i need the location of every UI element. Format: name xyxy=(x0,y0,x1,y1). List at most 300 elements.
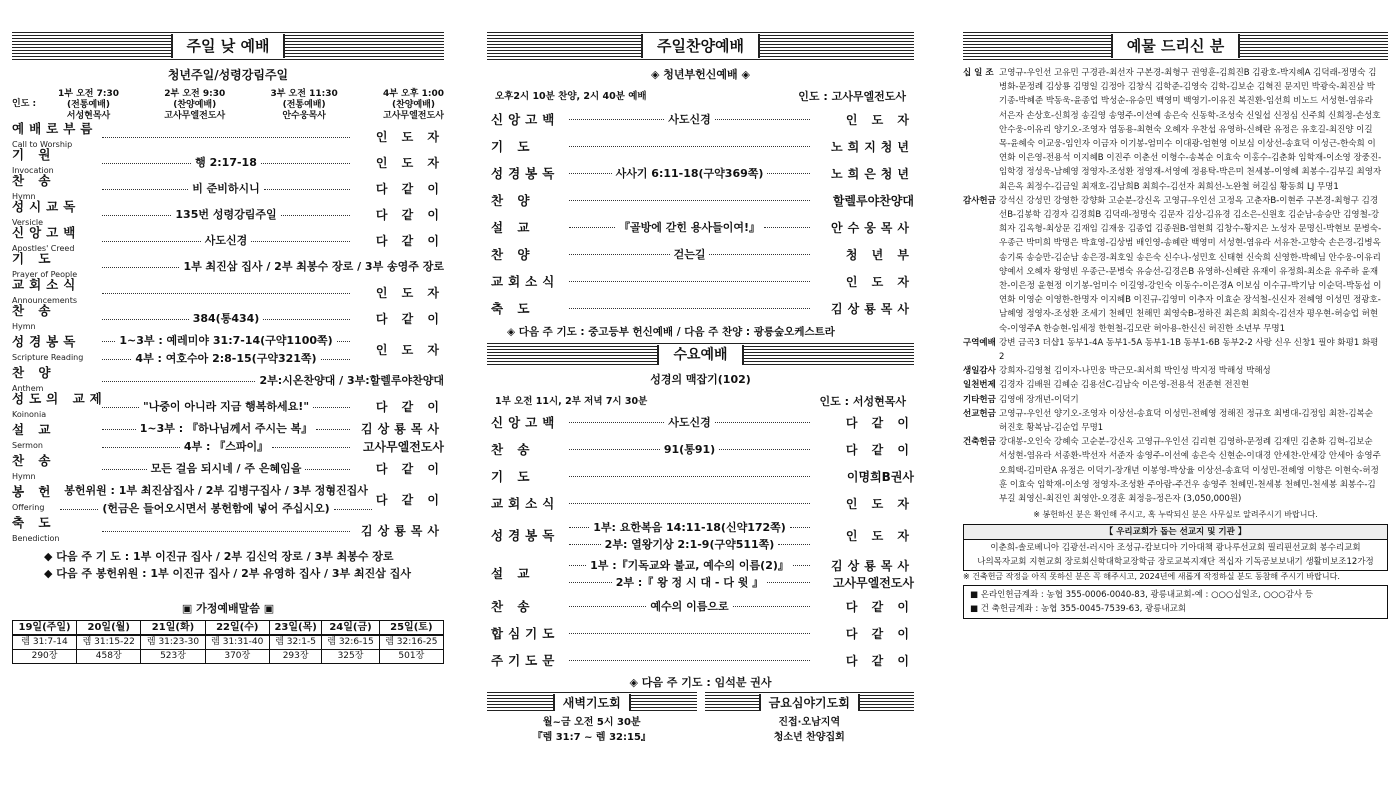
next-prayer: ◆ 다음 주 기 도 : 1부 이진규 집사 / 2부 김신억 장로 / 3부 최봉수 장로 xyxy=(44,550,394,563)
row-right: 인 도 자 xyxy=(375,343,444,357)
row-label-sub: Anthem xyxy=(12,384,44,393)
row-line xyxy=(98,422,444,436)
row-mid-2: 4부 : 『스파이』 xyxy=(183,440,269,453)
family-worship-table xyxy=(12,620,444,664)
service-row xyxy=(487,620,914,647)
dots xyxy=(709,254,810,255)
row-mid: 비 준비하시니 xyxy=(192,182,260,195)
dots xyxy=(337,341,350,342)
accounts-box xyxy=(963,585,1388,619)
dots xyxy=(102,341,115,342)
dots xyxy=(261,163,350,164)
wed-next: ◈ 다음 주 기도 : 임석분 권사 xyxy=(629,676,772,689)
row-label: 찬 양 xyxy=(491,246,535,262)
row-mid: 1~3부 : 예레미야 31:7-14(구약1100쪽) xyxy=(119,334,333,347)
family-hymn: 501장 xyxy=(379,650,443,664)
row-right: 고사무엘전도사 xyxy=(832,575,914,590)
row-label-sub: Koinonia xyxy=(12,410,47,419)
offering-category xyxy=(963,378,1388,392)
row-right: 다 같 이 xyxy=(375,312,445,326)
offering-note: ※ 봉헌하신 분은 확인해 주시고, 혹 누락되신 분은 사무실로 알려주시기 바랍니다. xyxy=(1033,510,1318,520)
row-label: 신앙고백 xyxy=(491,414,560,430)
leader-label: 인도 : xyxy=(12,99,37,109)
wed-theme: 성경의 맥잡기(102) xyxy=(650,373,751,386)
dots xyxy=(569,281,810,282)
row-mid: 1부 :『기독교와 불교, 예수의 이름(2)』 xyxy=(590,558,789,572)
offerings-column xyxy=(963,32,1388,619)
dots xyxy=(790,527,810,528)
praise-worship-column xyxy=(487,32,914,745)
row-mid: 2부:시온찬양대 / 3부:할렐루야찬양대 xyxy=(259,374,444,387)
row-label-sub: Hymn xyxy=(12,322,36,331)
service-row xyxy=(12,391,445,420)
family-day: 25일(토) xyxy=(379,621,443,636)
service-row xyxy=(12,147,445,176)
family-ref: 렘 31:31-40 xyxy=(205,635,269,650)
family-day: 21일(화) xyxy=(141,621,205,636)
family-ref: 렘 32:16-25 xyxy=(379,635,443,650)
row-label: 주기도문 xyxy=(491,652,560,668)
family-hymn: 290장 xyxy=(13,650,77,664)
row-right: 다 같 이 xyxy=(375,493,444,507)
row-right: 김상룡목사 xyxy=(831,558,914,573)
row-label: 성경봉독 xyxy=(491,528,560,543)
dots xyxy=(569,227,615,228)
row-right: 이명희B권사 xyxy=(846,469,914,484)
row-right: 노희은청년 xyxy=(831,166,914,181)
part-time: 2부 오전 9:30 xyxy=(164,89,226,99)
offering-category xyxy=(963,435,1388,506)
service-row xyxy=(487,214,914,241)
row-right: 다 같 이 xyxy=(375,400,445,414)
row-label: 기 도 xyxy=(491,468,535,484)
row-mid: 1부: 요한복음 14:11-18(신약172쪽) xyxy=(593,520,786,534)
row-label-text: 교회소식 xyxy=(12,277,81,292)
row-mid: 2부 :『 왕 정 시 대 - 다 윗 』 xyxy=(615,575,764,589)
row-right: 다 같 이 xyxy=(375,208,444,222)
row-mid: 『골방에 갇힌 용사들이여!』 xyxy=(619,220,760,234)
friday-prayer xyxy=(705,692,915,745)
row-mid: 사사기 6:11-18(구약369쪽) xyxy=(615,166,764,180)
row-right: 김상룡목사 xyxy=(361,524,444,538)
dots xyxy=(569,633,810,634)
row-mid-group xyxy=(565,521,814,552)
dots xyxy=(569,527,589,528)
category-names: 강희자-김영철 김이자-나민웅 박근모-최서희 박인성 박지정 박해성 박해성 xyxy=(999,366,1271,377)
mission-title: 【 우리교회가 돕는 선교지 및 기관 】 xyxy=(964,525,1387,540)
family-ref: 렘 32:6-15 xyxy=(322,635,379,650)
next-offering: ◆ 다음 주 봉헌위원 : 1부 이진규 집사 / 2부 유영하 집사 / 3부 최진삼 집사 xyxy=(44,567,411,580)
row-label: 찬 송 xyxy=(491,598,535,614)
part-kind: (전통예배) xyxy=(66,100,110,110)
wed-order xyxy=(487,409,914,674)
row-right: 안수웅목사 xyxy=(831,220,914,235)
row-right: 할렐루야찬양대 xyxy=(832,193,914,208)
row-label: 찬 송 xyxy=(491,441,535,457)
family-day: 23일(목) xyxy=(269,621,321,636)
dots xyxy=(102,241,201,242)
dots xyxy=(569,254,670,255)
row-label-text: 성경봉독 xyxy=(12,334,81,349)
row-mid: 봉헌위원 : 1부 최진삼집사 / 2부 김병구집사 / 3부 정형진집사 xyxy=(64,484,368,497)
service-row xyxy=(487,555,914,593)
row-mid-group xyxy=(56,484,376,516)
family-hymn: 458장 xyxy=(77,650,141,664)
row-mid: 걷는길 xyxy=(673,247,706,261)
dots xyxy=(569,173,612,174)
section-title: 주일찬양예배 xyxy=(641,34,760,58)
row-label-sub: Apostles' Creed xyxy=(12,244,75,253)
wed-header xyxy=(487,343,914,367)
row-label-text: 찬 송 xyxy=(12,173,56,188)
part-leader: 고사무엘전도사 xyxy=(164,111,226,121)
row-label-sub: Prayer of People xyxy=(12,270,78,279)
service-row xyxy=(487,409,914,436)
row-right: 다 같 이 xyxy=(845,653,914,668)
fri-text1: 진접·오남지역 xyxy=(778,717,841,728)
service-row xyxy=(487,160,914,187)
service-row xyxy=(12,225,445,254)
family-ref: 렘 32:1-5 xyxy=(269,635,321,650)
offering-category xyxy=(963,194,1388,336)
family-day: 24일(금) xyxy=(322,621,379,636)
row-right: 인 도 자 xyxy=(375,130,444,144)
row-label-sub: Versicle xyxy=(12,218,43,227)
category-name: 감사헌금 xyxy=(963,195,996,206)
wed-leader: 인도 : 서성현목사 xyxy=(819,395,906,408)
category-name: 일천번제 xyxy=(963,380,996,391)
row-label-text: 찬 송 xyxy=(12,303,56,318)
family-ref: 렘 31:15-22 xyxy=(77,635,141,650)
row-right-2: 고사무엘전도사 xyxy=(362,440,444,454)
row-label xyxy=(12,391,107,422)
row-mid: 사도신경 xyxy=(204,234,248,247)
row-label-text: 성시교독 xyxy=(12,199,81,214)
row-right: 다 같 이 xyxy=(375,234,445,248)
row-mid-2: (헌금은 들어오시면서 봉헌함에 넣어 주십시오) xyxy=(102,502,330,515)
row-label xyxy=(12,516,98,546)
family-hymn: 370장 xyxy=(205,650,269,664)
row-right: 노희지청년 xyxy=(831,139,914,154)
row-label-sub: Hymn xyxy=(12,472,36,481)
row-label: 축 도 xyxy=(491,300,535,316)
dots xyxy=(264,189,350,190)
dots xyxy=(251,241,350,242)
praise-next: ◈ 다음 주 기도 : 중고등부 헌신예배 / 다음 주 찬양 : 광릉숲오케스트라 xyxy=(507,326,835,338)
dots xyxy=(272,447,350,448)
row-right: 인 도 자 xyxy=(375,156,445,170)
row-right: 인 도 자 xyxy=(845,112,915,127)
category-name: 십 일 조 xyxy=(963,68,994,78)
fri-text2: 청소년 찬양집회 xyxy=(773,732,845,743)
mission-line-1: 이춘희-솔로베니아 김광선-러시아 조성규-캄보디아 기아대책 광나루선교회 필리핀선교회 봉수리교회 xyxy=(990,543,1361,554)
service-parts xyxy=(12,89,444,122)
row-line xyxy=(56,502,376,516)
service-row xyxy=(487,647,914,674)
row-right: 다 같 이 xyxy=(845,599,914,614)
section-header xyxy=(487,32,914,60)
dawn-text: 『렘 31:7 ~ 렘 32:15』 xyxy=(532,732,651,743)
service-row xyxy=(12,420,444,456)
row-mid: 2부: 열왕기상 2:1-9(구약511쪽) xyxy=(604,537,775,551)
row-right: 김상룡목사 xyxy=(831,301,914,316)
dots xyxy=(569,422,664,423)
dots xyxy=(733,606,810,607)
dots xyxy=(569,200,810,201)
dots xyxy=(569,146,810,147)
offering-category xyxy=(963,364,1388,378)
row-right: 인 도 자 xyxy=(375,286,444,300)
row-label-sub: Announcements xyxy=(12,296,78,305)
row-mid: "나중이 아니라 지금 행복하세요!" xyxy=(142,400,310,413)
row-label-text: 찬 송 xyxy=(12,453,56,468)
dots xyxy=(569,449,660,450)
service-row xyxy=(487,436,914,463)
dots xyxy=(569,660,810,661)
service-row xyxy=(12,515,444,544)
offering-list xyxy=(963,66,1388,506)
row-line xyxy=(98,334,354,348)
dawn-title: 새벽기도회 xyxy=(553,694,631,711)
row-label-sub: Offering xyxy=(12,503,45,512)
dots xyxy=(102,447,180,448)
sunday-worship-column xyxy=(12,32,444,664)
row-right: 청 년 부 xyxy=(845,247,915,262)
dots xyxy=(102,531,350,532)
dots xyxy=(102,293,350,294)
family-ref: 렘 31:23-30 xyxy=(141,635,205,650)
offering-category xyxy=(963,393,1388,407)
part-time: 3부 오전 11:30 xyxy=(270,89,338,99)
service-row xyxy=(487,517,914,555)
praise-time: 오후2시 10분 찬양, 2시 40분 예배 xyxy=(495,91,647,102)
dawn-prayer xyxy=(487,692,697,745)
family-day: 19일(주일) xyxy=(13,621,77,636)
dots xyxy=(715,422,810,423)
building-note: ※ 건축헌금 작정을 아직 못하신 분은 꼭 해주시고, 2024년에 새롭게 작정하실 분도 동참해 주시기 바랍니다. xyxy=(963,572,1340,582)
wed-title: 수요예배 xyxy=(657,345,743,365)
dots xyxy=(715,119,810,120)
row-label-text: 예배로부름 xyxy=(12,121,98,136)
row-label-sub: Hymn xyxy=(12,192,36,201)
row-right: 다 같 이 xyxy=(845,442,915,457)
dots xyxy=(102,267,179,268)
family-day: 22일(수) xyxy=(205,621,269,636)
section-header xyxy=(963,32,1388,60)
service-row xyxy=(12,332,444,368)
row-label-sub: Sermon xyxy=(12,441,43,450)
dots xyxy=(569,544,601,545)
next-week-info xyxy=(12,548,444,582)
row-right: 다 같 이 xyxy=(845,415,915,430)
dots xyxy=(102,189,188,190)
row-mid-group xyxy=(98,334,354,366)
row-label-text: 신앙고백 xyxy=(12,225,81,240)
row-label: 기 도 xyxy=(491,138,535,154)
row-label-text: 성도의 교제 xyxy=(12,391,107,406)
dots xyxy=(569,606,646,607)
building-account: ■ 건 축헌금계좌 : 농협 355-0045-7539-63, 광릉내교회 xyxy=(970,604,1187,615)
family-hymn: 523장 xyxy=(141,650,205,664)
service-row xyxy=(12,303,445,332)
dots xyxy=(793,565,810,566)
row-right: 다 같 이 xyxy=(375,182,444,196)
row-label-text: 봉 헌 xyxy=(12,484,56,499)
row-label: 찬 양 xyxy=(491,192,535,208)
service-part xyxy=(58,89,119,122)
service-part xyxy=(164,89,225,122)
dots xyxy=(569,119,664,120)
row-right: 김상룡목사 xyxy=(361,422,445,436)
parts-list xyxy=(58,89,444,122)
row-label: 신앙고백 xyxy=(491,111,560,127)
category-names: 김영애 장개년-이덕기 xyxy=(999,394,1079,405)
family-worship-title: ▣ 가정예배말씀 ▣ xyxy=(181,602,275,615)
dots xyxy=(316,429,350,430)
service-subtitle: 청년주일/성령강림주일 xyxy=(167,68,289,82)
category-name: 기타헌금 xyxy=(963,394,996,405)
dots xyxy=(569,308,810,309)
praise-order xyxy=(487,106,914,322)
row-label-sub: Scripture Reading xyxy=(12,353,84,362)
part-leader: 서성현목사 xyxy=(66,111,111,121)
row-label: 설 교 xyxy=(491,219,535,235)
praise-leader: 인도 : 고사무엘전도사 xyxy=(798,90,906,103)
row-mid: 사도신경 xyxy=(668,415,711,429)
category-name: 구역예배 xyxy=(963,337,996,348)
dots xyxy=(569,476,810,477)
service-row xyxy=(12,121,444,150)
service-row xyxy=(487,133,914,160)
row-label xyxy=(12,454,98,484)
row-label-text: 찬 양 xyxy=(12,365,56,380)
fri-title: 금요심야기도회 xyxy=(759,694,860,711)
row-label-text: 설 교 xyxy=(12,422,56,437)
dots xyxy=(102,359,131,360)
row-mid: 1부 최진삼 집사 / 2부 최봉수 장로 / 3부 송영주 장로 xyxy=(183,260,444,273)
row-line xyxy=(98,440,444,454)
row-line xyxy=(565,559,914,573)
row-label xyxy=(12,423,98,453)
mission-line-2: 나의목자교회 지현교회 장로회신학대학교장학금 장로교복지재단 적십자 기독공보보내기 생활비보조12가정 xyxy=(977,557,1374,568)
dots xyxy=(569,503,810,504)
service-row xyxy=(12,482,444,518)
prayer-meetings xyxy=(487,692,914,745)
row-label xyxy=(12,335,98,365)
row-mid-group xyxy=(98,422,444,454)
service-row xyxy=(487,463,914,490)
service-part xyxy=(270,89,337,122)
section-title: 예물 드리신 분 xyxy=(1111,34,1240,58)
row-label: 합심기도 xyxy=(491,625,560,641)
service-row xyxy=(487,241,914,268)
row-label xyxy=(12,304,98,334)
row-label: 교회소식 xyxy=(491,495,560,511)
dots xyxy=(305,469,350,470)
category-names: 강대봉-오인숙 강혜숙 고순분-강신옥 고영규-우인선 김리현 김영하-문정례 김재민 김춘화 김혁-김보순 서성현-염유라 서종환-박선자 서준자 송영주-이선예 송은숙 신현순-이대경 안세찬-안세강 안세아 송영주 오희택-김미란A 유정은 이덕기-장개년 이봉영-박상율 이상선-송효덕 이성민-전혜영 이향은 이현숙-허정훈 이효숙 임학재-이소영 정영자-조성환 주아람-주건우 송영주 천혜민-천세봉 천혜민-천세봉 최봉수-김부길 최영신-최진인 최영안-오경훈 최정응-정은자 (3,050,000원) xyxy=(999,437,1381,505)
service-row xyxy=(487,593,914,620)
row-line xyxy=(565,576,914,590)
service-row xyxy=(487,268,914,295)
category-name: 선교헌금 xyxy=(963,408,996,419)
part-leader: 안수웅목사 xyxy=(282,111,326,121)
dots xyxy=(102,163,191,164)
category-names: 강석신 강성민 강영한 강향화 고순분-강신옥 고영규-우인선 고정옥 고춘자B-이현주 구본경-최형구 김경선B-김봉학 김경자 김경희B 김덕래-정명숙 김문자 김상-김유경 김소은-신원호 김순남-송승만 김영철-강희자 김옥형-최상문 김재임 김재웅 김종업 김종원B-염현희 김창수-황지은 노성자 문명신-박현보 문병숙-우종근 박미희 박명은 박효영-김상범 배인영-송혜란 백영미 서성현-염유라 서유찬-고향숙 손은경-김병옥 송기록 송승만-김순남 송은경-최호일 송은숙 신수나-성민호 신태현 신숙희 신영한-박혜님 안수웅-이유리 양예서 오혜자 왕영빈 우종근-문병숙 유승선-김경은B 유영하-신혜란 유재이 유정희-최소윤 유주하 윤재찬-이은정 윤현정 이기봉-엄미수 이길영-강인숙 이동수-이은경A 이보심 이수규-박기남 이순덕-박동섭 이연화 이영순 이영한-한명자 이지혜B 이진규-김영미 이추자 이효순 장석철-신신자 전혜영 이성민 정광호-남혜영 정영자-조성환 조세기 천혜민 천해민 최영숙B-정하진 최은희 최희숙-김선자 평우현-허승업 허현숙-이영주A 한승현-임세정 한현철-김모란 허아용-한신신 허진한 소년부 무명1 xyxy=(999,195,1382,334)
offering-category xyxy=(963,407,1388,435)
dots xyxy=(569,565,586,566)
dots xyxy=(102,381,255,382)
service-row xyxy=(487,106,914,133)
dots xyxy=(321,359,350,360)
row-mid: 행 2:17-18 xyxy=(195,156,257,169)
offering-category xyxy=(963,336,1388,364)
row-label-text: 기 원 xyxy=(12,147,56,162)
dots xyxy=(719,449,810,450)
category-names: 김경자 김배원 김혜순 김용선C-김남숙 이은영-전용석 전준현 전진현 xyxy=(999,380,1249,391)
praise-meta xyxy=(487,88,914,104)
row-mid: 91(통91) xyxy=(663,442,716,456)
row-label: 성경봉독 xyxy=(491,165,560,181)
dots xyxy=(102,429,136,430)
row-label: 설 교 xyxy=(491,566,535,581)
row-label-sub: Call to Worship xyxy=(12,140,73,149)
service-part xyxy=(383,89,444,122)
dots xyxy=(263,319,350,320)
dots xyxy=(767,582,810,583)
service-row xyxy=(12,453,444,482)
dots xyxy=(60,509,98,510)
dots xyxy=(778,544,810,545)
family-hymn: 293장 xyxy=(269,650,321,664)
part-kind: (찬양예배) xyxy=(173,100,217,110)
dots xyxy=(102,469,147,470)
service-row xyxy=(12,277,444,306)
row-label-sub: Benediction xyxy=(12,534,60,543)
online-account: ■ 온라인헌금계좌 : 농협 355-0006-0040-83, 광릉내교회-예 : ○○○십일조, ○○○감사 등 xyxy=(970,590,1313,601)
row-label-text: 기 도 xyxy=(12,251,56,266)
family-ref: 렘 31:7-14 xyxy=(13,635,77,650)
wed-meta xyxy=(487,393,914,409)
part-time: 1부 오전 7:30 xyxy=(58,89,119,99)
row-line xyxy=(98,352,354,366)
service-row xyxy=(487,187,914,214)
dots xyxy=(102,319,189,320)
section-header xyxy=(12,32,444,60)
dots xyxy=(102,407,139,408)
dots xyxy=(102,215,171,216)
row-mid: 135번 성령강림주일 xyxy=(175,208,277,221)
part-kind: (전통예배) xyxy=(282,100,326,110)
row-mid-2: 4부 : 여호수아 2:8-15(구약321쪽) xyxy=(135,352,317,365)
row-line xyxy=(56,484,376,498)
row-right: 다 같 이 xyxy=(845,626,914,641)
dots xyxy=(767,173,810,174)
dots xyxy=(764,227,810,228)
row-mid: 1~3부 : 『하나님께서 주시는 복』 xyxy=(139,422,313,435)
row-label: 교회소식 xyxy=(491,273,560,289)
row-mid: 384(통434) xyxy=(192,312,260,325)
family-hymn: 325장 xyxy=(322,650,379,664)
part-kind: (찬양예배) xyxy=(391,100,435,110)
family-day: 20일(월) xyxy=(77,621,141,636)
category-names: 고영규-우인선 양기오-조영자 이상선-송효덕 이성민-전혜영 정해진 정규호 최병대-김정임 최찬-김복순 허진호 황복남-김순업 무명1 xyxy=(999,408,1373,434)
row-right: 다 같 이 xyxy=(375,462,444,476)
row-line xyxy=(565,521,814,535)
row-mid: 모든 걸음 되시네 / 주 은혜임을 xyxy=(150,462,302,475)
row-label xyxy=(12,485,56,515)
row-label-text: 축 도 xyxy=(12,515,56,530)
category-name: 생일감사 xyxy=(963,366,996,377)
